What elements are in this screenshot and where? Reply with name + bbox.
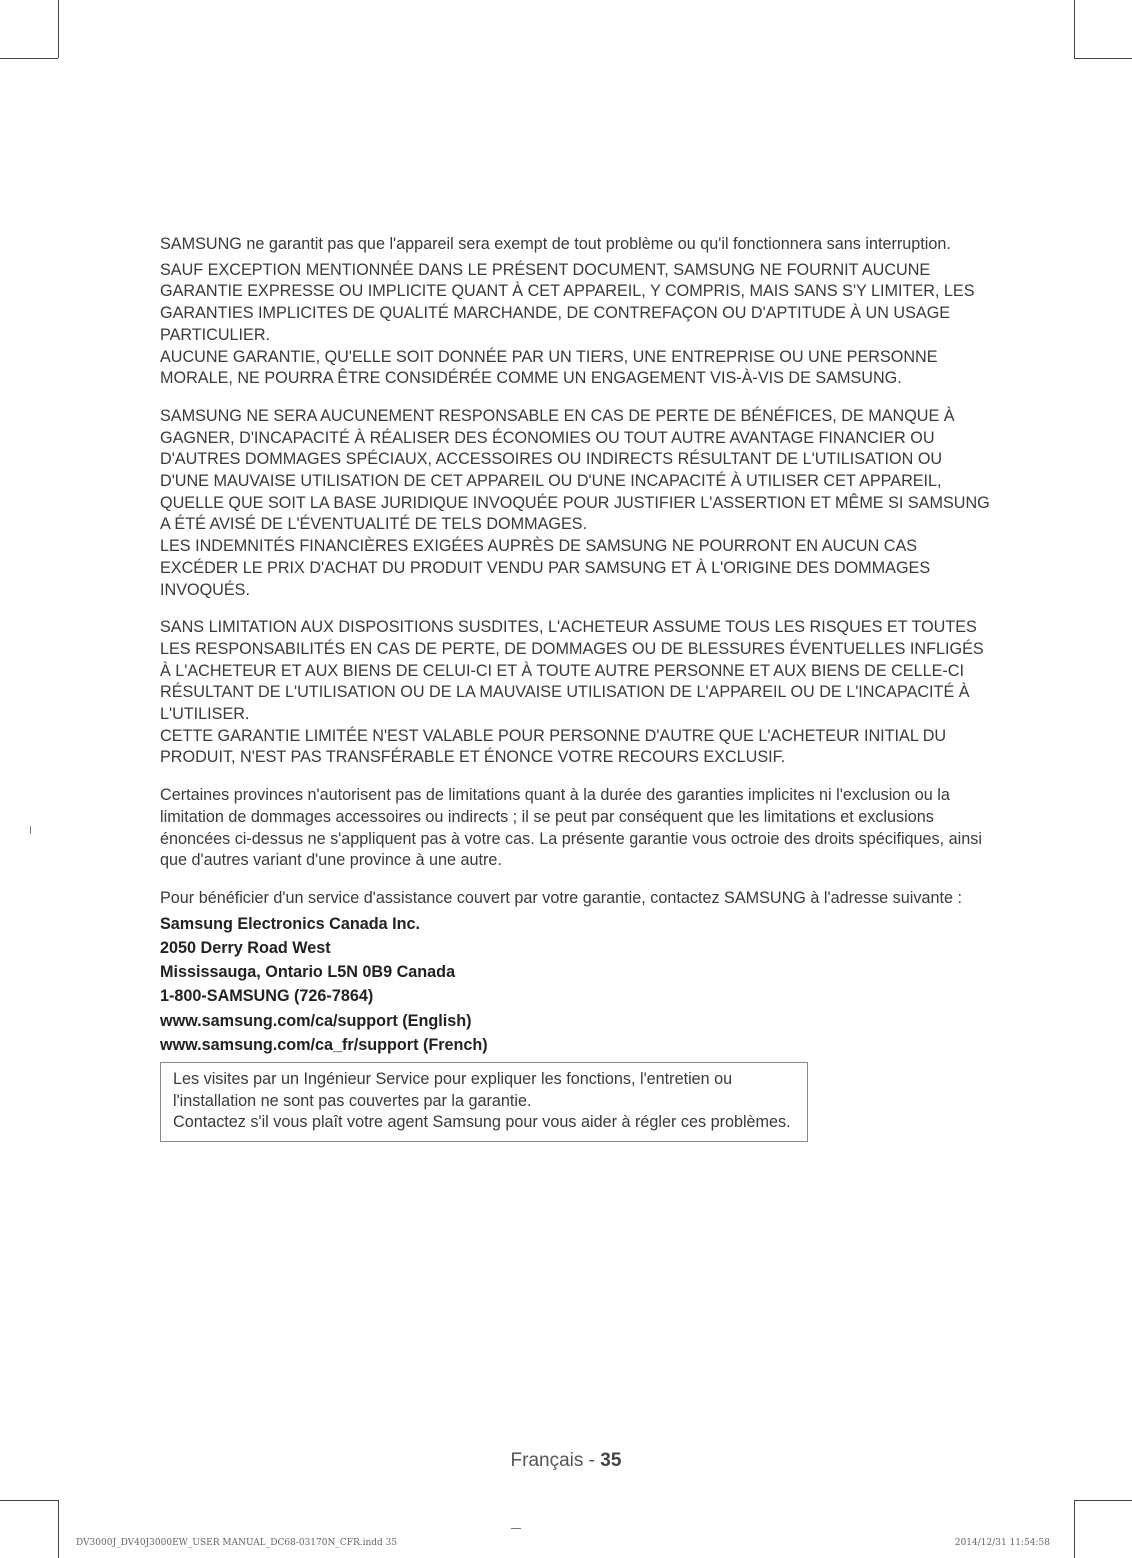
support-link-french[interactable]: www.samsung.com/ca_fr/support (French) — [160, 1035, 488, 1054]
print-timestamp: 2014/12/31 11:54:58 — [954, 1538, 1050, 1548]
registration-tick — [511, 1528, 521, 1529]
paragraph: SAMSUNG ne garantit pas que l'appareil sera exempt de tout problème ou qu'il fonctionnera sans interruption. — [160, 235, 951, 253]
footer-language: Français - — [510, 1450, 601, 1471]
page-footer — [0, 1450, 1132, 1472]
paragraph: SAMSUNG NE SERA AUCUNEMENT RESPONSABLE EN CAS DE PERTE DE BÉNÉFICES, DE MANQUE À GAGNER, D'INCAPACITÉ À RÉALISER DES ÉCONOMIES OU TOUT AUTRE AVANTAGE FINANCIER OU D'AUTRES DOMMAGES SPÉCIAUX, ACCESSOIRES OU INDIRECTS RÉSULTANT DE L'UTILISATION OU D'UNE MAUVAISE UTILISATION DE CET APPAREIL OU D'UNE INCAPACITÉ À UTILISER CET APPAREIL, QUELLE QUE SOIT LA BASE JURIDIQUE INVOQUÉE POUR JUSTIFIER L'ASSERTION ET MÊME SI SAMSUNG A ÉTÉ AVISÉ DE L'ÉVENTUALITÉ DE TELS DOMMAGES. — [160, 406, 990, 534]
note-box — [160, 1062, 808, 1142]
warranty-text — [160, 234, 990, 1142]
support-link-english[interactable]: www.samsung.com/ca/support (English) — [160, 1011, 472, 1030]
crop-mark — [1074, 0, 1075, 58]
crop-mark — [58, 0, 59, 58]
address-street: 2050 Derry Road West — [160, 938, 331, 957]
crop-mark — [1074, 1500, 1075, 1558]
address-city: Mississauga, Ontario L5N 0B9 Canada — [160, 963, 456, 982]
note-text: Les visites par un Ingénieur Service pour expliquer les fonctions, l'entretien ou l'installation ne sont pas couvertes par la garantie. — [173, 1069, 733, 1110]
note-text: Contactez s'il vous plaît votre agent Samsung pour vous aider à régler ces problèmes. — [173, 1113, 791, 1132]
crop-mark — [1074, 1500, 1132, 1501]
crop-mark — [0, 58, 58, 59]
paragraph: SAUF EXCEPTION MENTIONNÉE DANS LE PRÉSENT DOCUMENT, SAMSUNG NE FOURNIT AUCUNE GARANTIE EXPRESSE OU IMPLICITE QUANT À CET APPAREIL, Y COMPRIS, MAIS SANS S'Y LIMITER, LES GARANTIES IMPLICITES DE QUALITÉ MARCHANDE, DE CONTREFAÇON OU D'APTITUDE À UN USAGE PARTICULIER. — [160, 260, 975, 344]
paragraph: LES INDEMNITÉS FINANCIÈRES EXIGÉES AUPRÈS DE SAMSUNG NE POURRONT EN AUCUN CAS EXCÉDER LE PRIX D'ACHAT DU PRODUIT VENDU PAR SAMSUNG ET À L'ORIGINE DES DOMMAGES INVOQUÉS. — [160, 537, 931, 599]
file-slug: DV3000J_DV40J3000EW_USER MANUAL_DC68-03170N_CFR.indd 35 — [76, 1538, 398, 1548]
crop-mark — [0, 1500, 58, 1501]
page-number: 35 — [600, 1450, 622, 1471]
crop-mark — [1074, 58, 1132, 59]
paragraph: AUCUNE GARANTIE, QU'ELLE SOIT DONNÉE PAR UN TIERS, UNE ENTREPRISE OU UNE PERSONNE MORALE, NE POURRA ÊTRE CONSIDÉRÉE COMME UN ENGAGEMENT VIS-À-VIS DE SAMSUNG. — [160, 347, 938, 388]
paragraph: SANS LIMITATION AUX DISPOSITIONS SUSDITES, L'ACHETEUR ASSUME TOUS LES RISQUES ET TOUTES LES RESPONSABILITÉS EN CAS DE PERTE, DE DOMMAGES OU DE BLESSURES ÉVENTUELLES INFLIGÉS À L'ACHETEUR ET AUX BIENS DE CELUI-CI ET À TOUTE AUTRE PERSONNE ET AUX BIENS DE CELLE-CI RÉSULTANT DE L'UTILISATION OU DE LA MAUVAISE UTILISATION DE L'APPAREIL OU DE L'INCAPACITÉ À L'UTILISER. — [160, 618, 984, 724]
crop-mark — [58, 1500, 59, 1558]
registration-tick — [30, 826, 31, 834]
paragraph: Certaines provinces n'autorisent pas de limitations quant à la durée des garanties implicites ni l'exclusion ou la limitation de dommages accessoires ou indirects ; il se peut par conséquent que les limitations et exclusions énoncées ci-dessus ne s'appliquent pas à votre cas. La présente garantie vous octroie des droits spécifiques, ainsi que d'autres variant d'une province à une autre. — [160, 786, 982, 870]
paragraph: CETTE GARANTIE LIMITÉE N'EST VALABLE POUR PERSONNE D'AUTRE QUE L'ACHETEUR INITIAL DU PRODUIT, N'EST PAS TRANSFÉRABLE ET ÉNONCE VOTRE RECOURS EXCLUSIF. — [160, 726, 947, 767]
address-company: Samsung Electronics Canada Inc. — [160, 914, 420, 933]
paragraph: Pour bénéficier d'un service d'assistance couvert par votre garantie, contactez SAMSUNG à l'adresse suivante : — [160, 888, 962, 907]
address-phone: 1-800-SAMSUNG (726-7864) — [160, 987, 374, 1006]
